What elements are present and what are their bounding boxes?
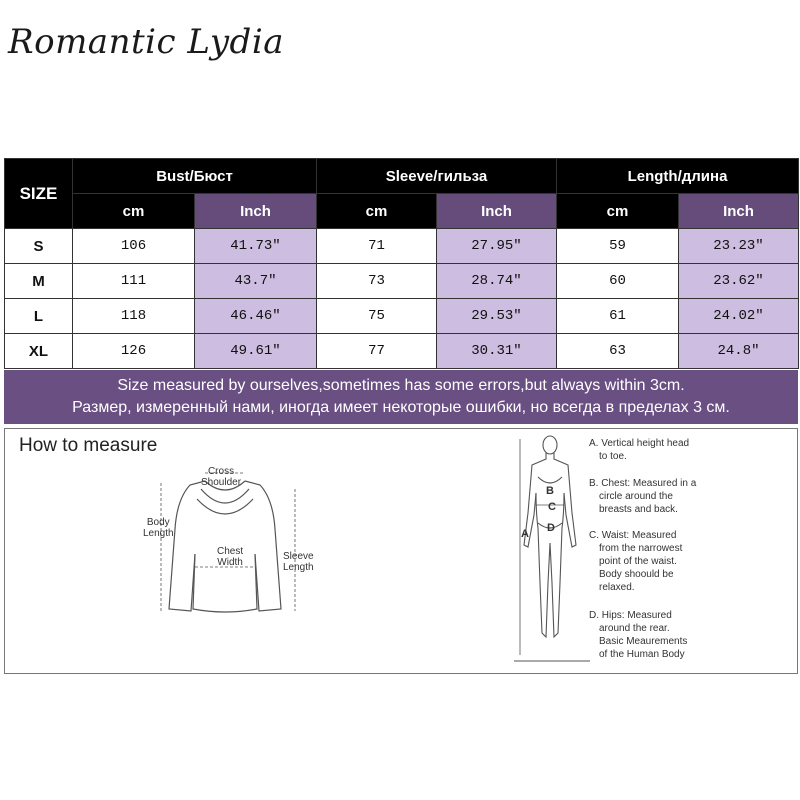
table-cell: 106 — [73, 229, 195, 264]
legend-line: D. Hips: Measured — [589, 610, 672, 621]
legend-d — [589, 609, 687, 661]
label-line: Width — [217, 557, 243, 568]
unit-header: cm — [317, 194, 437, 229]
legend-line: around the rear. — [599, 623, 670, 634]
table-cell: 75 — [317, 299, 437, 334]
brand-logo: Romantic Lydia — [8, 22, 284, 62]
size-column-header: SIZE — [5, 159, 73, 229]
body-letter-b: B — [546, 485, 554, 497]
table-cell: 61 — [557, 299, 679, 334]
body-letter-a: A — [521, 528, 529, 540]
legend-line: breasts and back. — [599, 504, 678, 515]
legend-line: Body shoould be — [599, 569, 674, 580]
length-group-header: Length/длина — [557, 159, 799, 194]
legend-line: point of the waist. — [599, 556, 677, 567]
unit-header: Inch — [437, 194, 557, 229]
unit-header: cm — [73, 194, 195, 229]
sleeve-length-label — [283, 551, 314, 573]
table-row — [5, 229, 799, 264]
table-cell: 29.53" — [437, 299, 557, 334]
chest-width-label — [217, 546, 243, 568]
table-row — [5, 264, 799, 299]
legend-line: to toe. — [599, 451, 627, 462]
measurement-notice — [4, 370, 798, 424]
how-to-measure-title: How to measure — [19, 435, 158, 456]
sleeve-group-header: Sleeve/гильза — [317, 159, 557, 194]
legend-c — [589, 529, 682, 594]
notice-english: Size measured by ourselves,sometimes has some errors,but always within 3cm. — [117, 377, 685, 394]
label-line: Chest — [217, 546, 244, 557]
size-label: L — [5, 299, 73, 334]
legend-line: circle around the — [599, 491, 673, 502]
size-label: M — [5, 264, 73, 299]
legend-a — [589, 437, 689, 463]
body-letter-d: D — [547, 522, 555, 534]
table-cell: 28.74" — [437, 264, 557, 299]
unit-header: Inch — [195, 194, 317, 229]
legend-line: B. Chest: Measured in a — [589, 478, 697, 489]
table-cell: 24.02" — [679, 299, 799, 334]
legend-line: C. Waist: Measured — [589, 530, 677, 541]
table-cell: 63 — [557, 334, 679, 369]
table-cell: 24.8" — [679, 334, 799, 369]
notice-russian: Размер, измеренный нами, иногда имеет некоторые ошибки, но всегда в пределах 3 см. — [72, 399, 730, 416]
label-line: Cross — [207, 466, 235, 477]
table-cell: 23.23" — [679, 229, 799, 264]
table-cell: 30.31" — [437, 334, 557, 369]
table-cell: 111 — [73, 264, 195, 299]
label-line: Length — [143, 528, 174, 539]
unit-header: cm — [557, 194, 679, 229]
legend-line: relaxed. — [599, 582, 635, 593]
table-cell: 71 — [317, 229, 437, 264]
table-cell: 59 — [557, 229, 679, 264]
label-line: Length — [283, 562, 314, 573]
legend-b — [589, 477, 696, 516]
body-length-label — [143, 517, 174, 539]
legend-line: of the Human Body — [599, 649, 685, 660]
table-cell: 126 — [73, 334, 195, 369]
table-cell: 60 — [557, 264, 679, 299]
bust-group-header: Bust/Бюст — [73, 159, 317, 194]
table-row — [5, 299, 799, 334]
table-cell: 118 — [73, 299, 195, 334]
table-cell: 77 — [317, 334, 437, 369]
cross-shoulder-label — [201, 466, 241, 488]
legend-line: Basic Meaurements — [599, 636, 688, 647]
table-cell: 73 — [317, 264, 437, 299]
body-figure-diagram — [510, 433, 590, 669]
unit-header: Inch — [679, 194, 799, 229]
legend-line: from the narrowest — [599, 543, 683, 554]
size-chart-table — [4, 158, 799, 369]
table-cell: 49.61" — [195, 334, 317, 369]
table-cell: 43.7" — [195, 264, 317, 299]
table-cell: 23.62" — [679, 264, 799, 299]
table-cell: 41.73" — [195, 229, 317, 264]
how-to-measure-panel — [4, 428, 798, 674]
label-line: Shoulder — [201, 477, 242, 488]
table-cell: 46.46" — [195, 299, 317, 334]
label-line: Body — [146, 517, 170, 528]
table-row — [5, 334, 799, 369]
legend-line: A. Vertical height head — [589, 438, 690, 449]
size-label: XL — [5, 334, 73, 369]
label-line: Sleeve — [283, 551, 314, 562]
size-label: S — [5, 229, 73, 264]
body-letter-c: C — [548, 501, 556, 513]
table-cell: 27.95" — [437, 229, 557, 264]
